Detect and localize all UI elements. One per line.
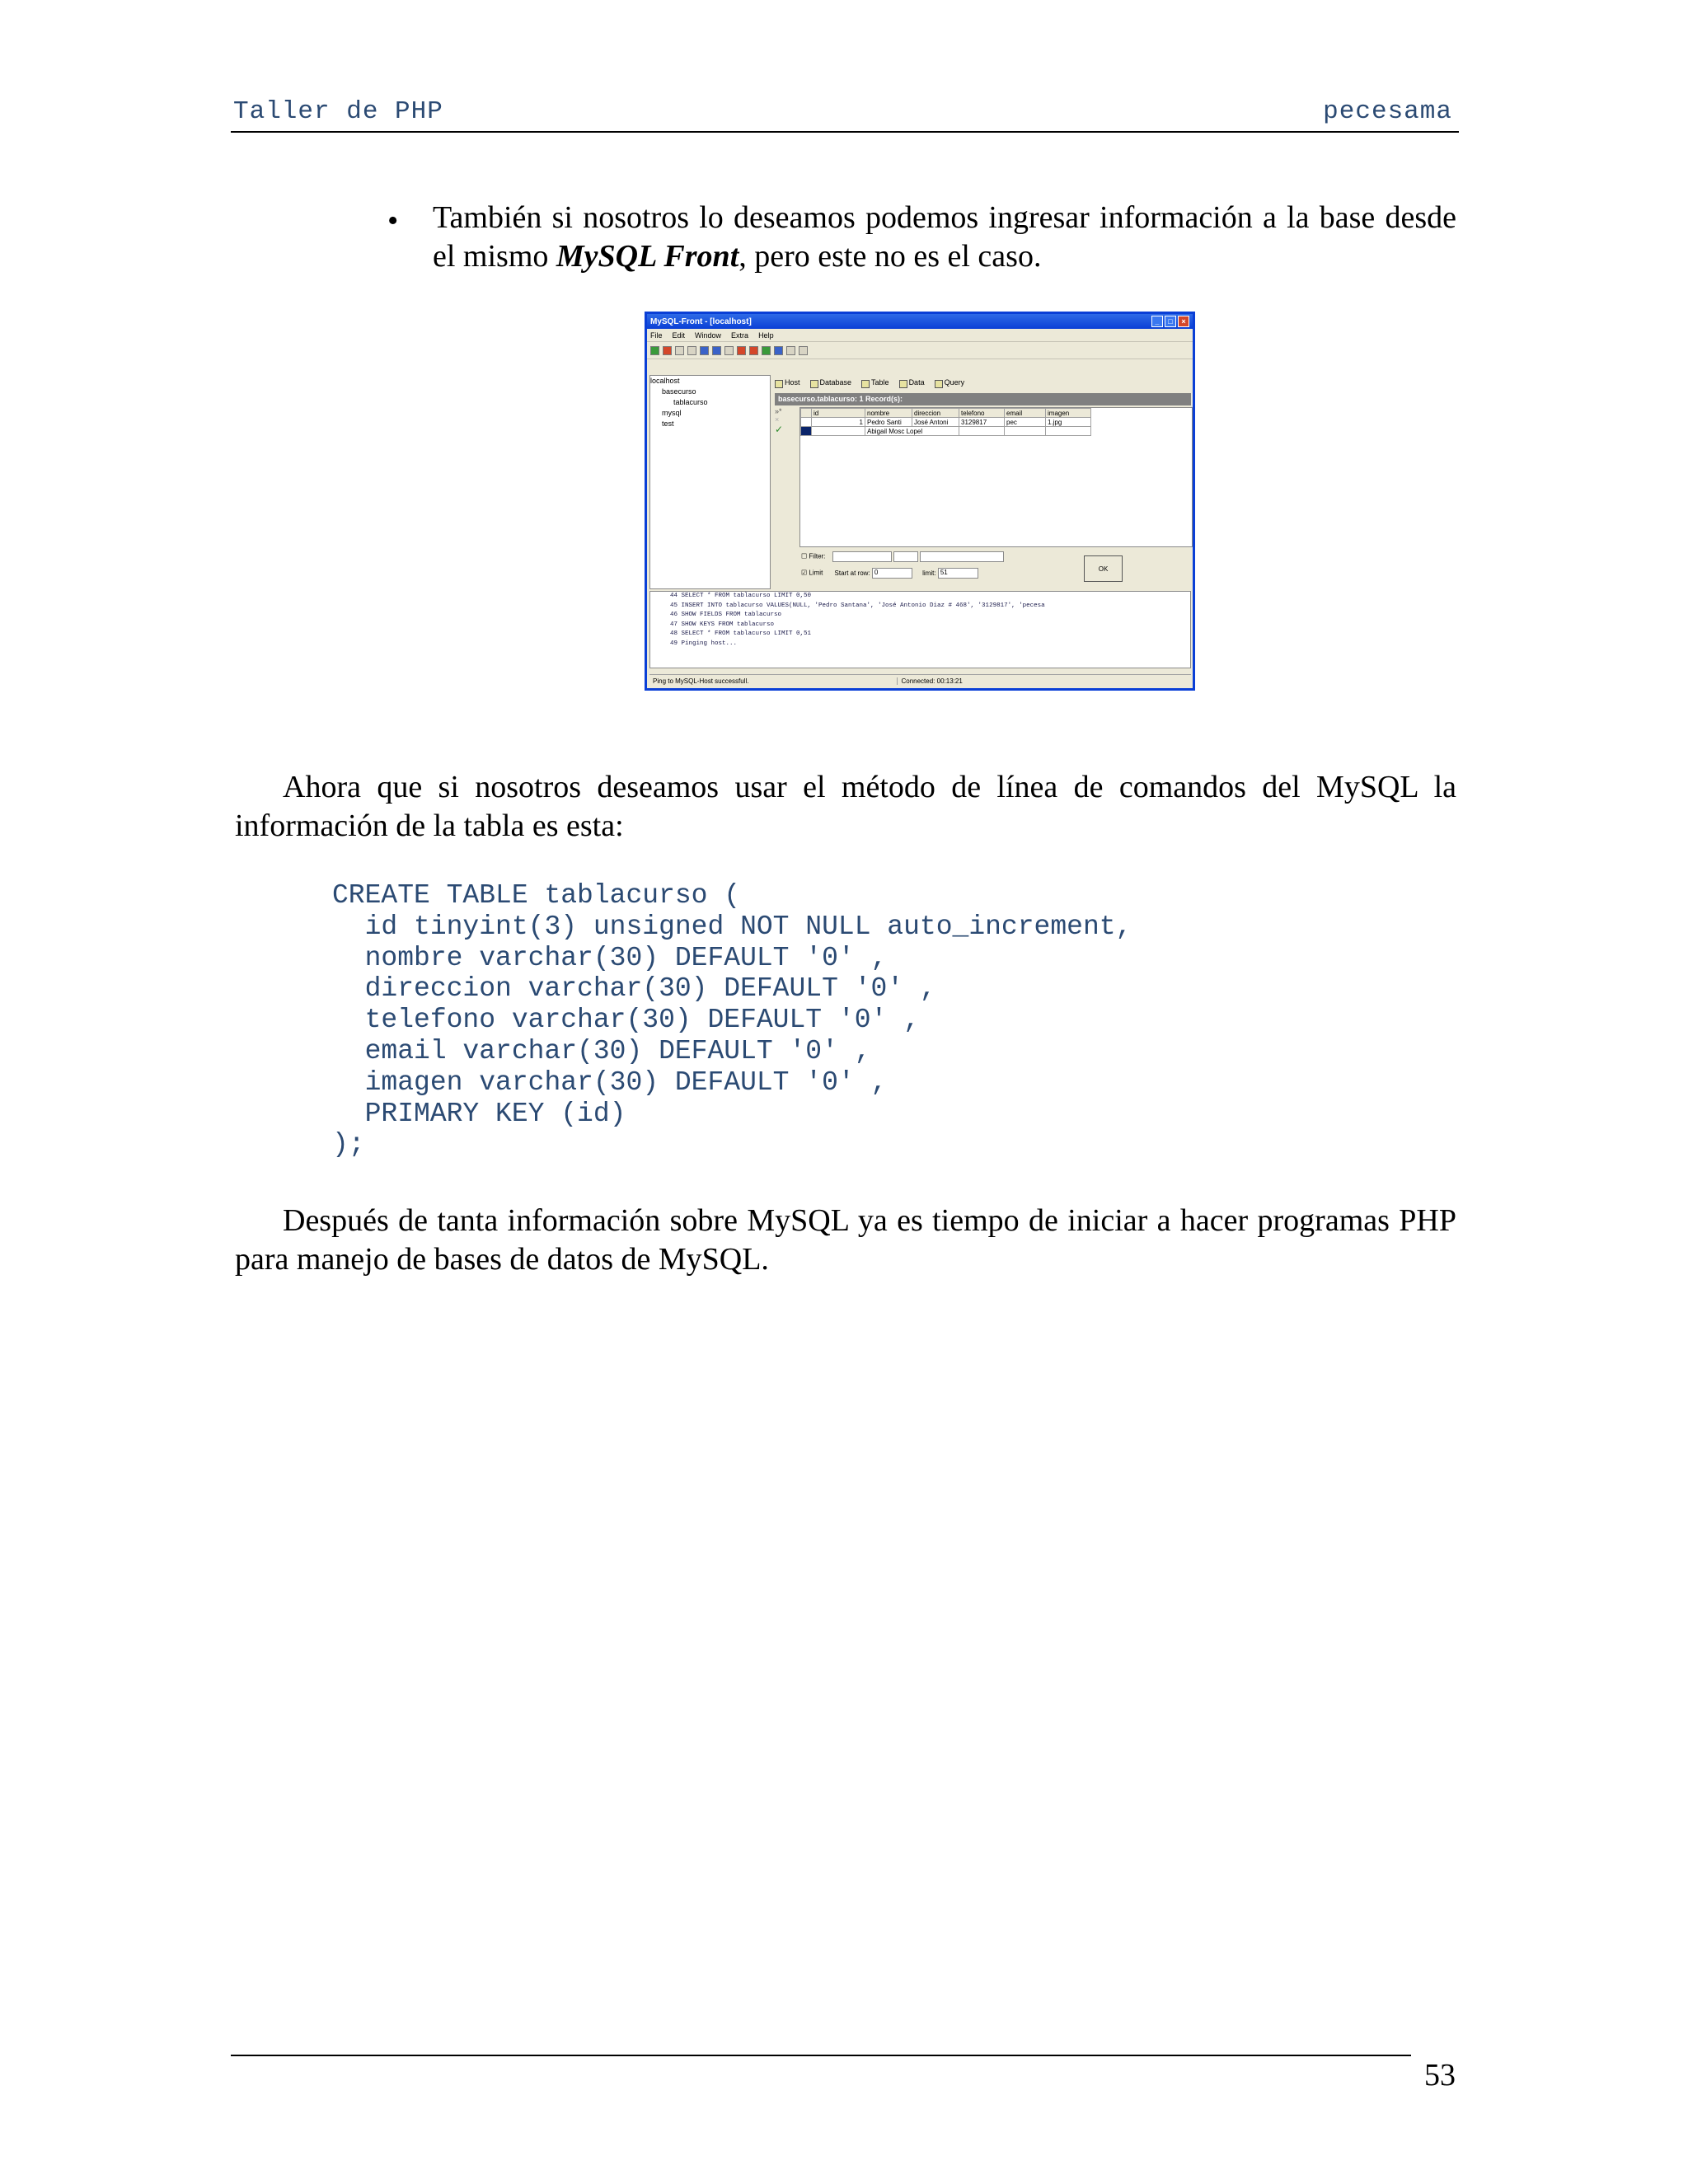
paste-icon: [687, 346, 696, 355]
row-indicator: [801, 418, 812, 427]
col-id: id: [812, 409, 865, 418]
delete-icon: [737, 346, 746, 355]
options-icon: [799, 346, 808, 355]
filter-label: Filter:: [809, 552, 826, 560]
grid-icon: [700, 346, 709, 355]
log-line: 48 SELECT * FROM tablacurso LIMIT 0,51: [670, 630, 812, 638]
records-table: [800, 408, 1091, 436]
export-icon: [774, 346, 783, 355]
tab-host: Host: [775, 378, 800, 387]
cell-email: pec: [1005, 418, 1046, 427]
filter-row: [801, 551, 1004, 562]
cell-direccion: José Antoni: [912, 418, 959, 427]
col-direccion: direccion: [912, 409, 959, 418]
header-title: Taller de PHP: [233, 97, 443, 126]
sql-log: [649, 591, 1191, 668]
header-rule: [231, 131, 1459, 133]
record-delete-icon: ×: [775, 415, 780, 424]
log-line: 49 Pinging host...: [670, 640, 738, 647]
disconnect-icon: [663, 346, 672, 355]
table-row: [801, 427, 1091, 436]
status-bar: [649, 674, 1191, 687]
limit-value-label: limit:: [922, 569, 936, 577]
table-icon: [712, 346, 721, 355]
close-icon: ×: [1178, 316, 1189, 327]
col-nombre: nombre: [865, 409, 912, 418]
import-icon: [786, 346, 795, 355]
filter-value: [920, 551, 1004, 562]
limit-label: Limit: [809, 569, 823, 577]
tab-data: Data: [899, 378, 925, 387]
bullet-text-before: También si nosotros lo deseamos podemos ingresar información a la base desde el mismo: [433, 200, 1456, 274]
filter-field: [832, 551, 892, 562]
record-insert-icon: »*: [775, 407, 782, 415]
page-number: 53: [1424, 2058, 1456, 2093]
footer-rule: [231, 2055, 1411, 2056]
copy-icon: [675, 346, 684, 355]
ok-button: OK: [1084, 555, 1123, 582]
cell-nombre: Pedro Santi: [865, 418, 912, 427]
connect-icon: [650, 346, 659, 355]
window-title: MySQL-Front - [localhost]: [650, 316, 752, 326]
log-line: 47 SHOW KEYS FROM tablacurso: [670, 621, 775, 628]
header-author: pecesama: [1323, 97, 1452, 126]
cell-imagen: 1.jpg: [1046, 418, 1091, 427]
data-grid: [799, 407, 1193, 547]
log-line: 44 SELECT * FROM tablacurso LIMIT 0,50: [670, 593, 812, 599]
tree-item-tablacurso: tablacurso: [673, 398, 708, 406]
paragraph-intro: Ahora que si nosotros deseamos usar el método de línea de comandos del MySQL la información de la tabla es esta:: [235, 770, 1456, 843]
status-left: Ping to MySQL-Host successfull.: [653, 677, 749, 685]
cell-telefono: 3129817: [959, 418, 1005, 427]
cell-imagen: [1046, 427, 1091, 436]
toolbar: [647, 342, 1193, 359]
cell-nombre-editing: Abigail Mosc Lopel: [865, 427, 959, 436]
menu-help: Help: [758, 330, 774, 340]
tree-item-mysql: mysql: [662, 409, 682, 417]
cancel-icon: [749, 346, 758, 355]
minimize-icon: _: [1151, 316, 1163, 327]
row-indicator-current: [801, 427, 812, 436]
col-telefono: telefono: [959, 409, 1005, 418]
filter-checkbox: ☐: [801, 552, 809, 560]
cell-telefono: [959, 427, 1005, 436]
status-right: Connected: 00:13:21: [897, 677, 962, 685]
start-label: Start at row:: [834, 569, 870, 577]
limit-row: [801, 568, 978, 579]
limit-field: 51: [938, 568, 978, 579]
menu-window: Window: [695, 330, 722, 340]
menu-file: File: [650, 330, 663, 340]
menu-bar: [647, 329, 1193, 342]
refresh-icon: [724, 346, 734, 355]
help-icon: [762, 346, 771, 355]
paragraph-conclusion: Después de tanta información sobre MySQL ya es tiempo de iniciar a hacer programas PHP para manejo de bases de datos de MySQL.: [235, 1203, 1456, 1277]
filter-operator: [893, 551, 918, 562]
record-nav: [775, 407, 798, 435]
bullet-paragraph: [433, 199, 1456, 276]
log-line: 45 INSERT INTO tablacurso VALUES(NULL, 'Pedro Santana', 'José Antonio Diaz # 468', '3129817', 'pecesa: [670, 602, 1045, 609]
tree-item-localhost: localhost: [650, 377, 680, 385]
log-line: 46 SHOW FIELDS FROM tablacurso: [670, 612, 782, 619]
grid-indicator-header: [801, 409, 812, 418]
filter-bar: [799, 549, 1191, 587]
window-titlebar: [647, 314, 1193, 329]
menu-edit: Edit: [672, 330, 686, 340]
cell-id: 1: [812, 418, 865, 427]
start-field: 0: [872, 568, 912, 579]
col-email: email: [1005, 409, 1046, 418]
grid-header-row: [801, 409, 1091, 418]
col-imagen: imagen: [1046, 409, 1091, 418]
tab-query: Query: [935, 378, 965, 387]
tab-database: Database: [810, 378, 852, 387]
cell-id: [812, 427, 865, 436]
grid-title: basecurso.tablacurso: 1 Record(s):: [775, 393, 1191, 405]
view-tabs: [775, 375, 974, 389]
mysql-front-screenshot: [645, 312, 1195, 691]
cell-email: [1005, 427, 1046, 436]
record-post-icon: ✓: [775, 424, 784, 435]
table-row: [801, 418, 1091, 427]
tree-item-test: test: [662, 419, 674, 428]
code-block: CREATE TABLE tablacurso ( id tinyint(3) unsigned NOT NULL auto_increment, nombre varchar(30) DEFAULT '0' , direccion varchar(30) DEFAULT '0' , telefono varchar(30) DEFAULT '0' , email varchar(30) DEFAULT '0' , imagen varchar(30) DEFAULT '0' , PRIMARY KEY (id) );: [332, 880, 1132, 1160]
tree-item-basecurso: basecurso: [662, 387, 696, 396]
limit-checkbox: ☑: [801, 569, 809, 577]
tab-table: Table: [861, 378, 889, 387]
bullet-text-after: , pero este no es el caso.: [738, 239, 1042, 274]
menu-extra: Extra: [731, 330, 749, 340]
bullet-emphasis: MySQL Front: [556, 239, 739, 274]
database-tree: [649, 375, 771, 589]
bullet-icon: •: [387, 204, 399, 238]
maximize-icon: □: [1165, 316, 1176, 327]
